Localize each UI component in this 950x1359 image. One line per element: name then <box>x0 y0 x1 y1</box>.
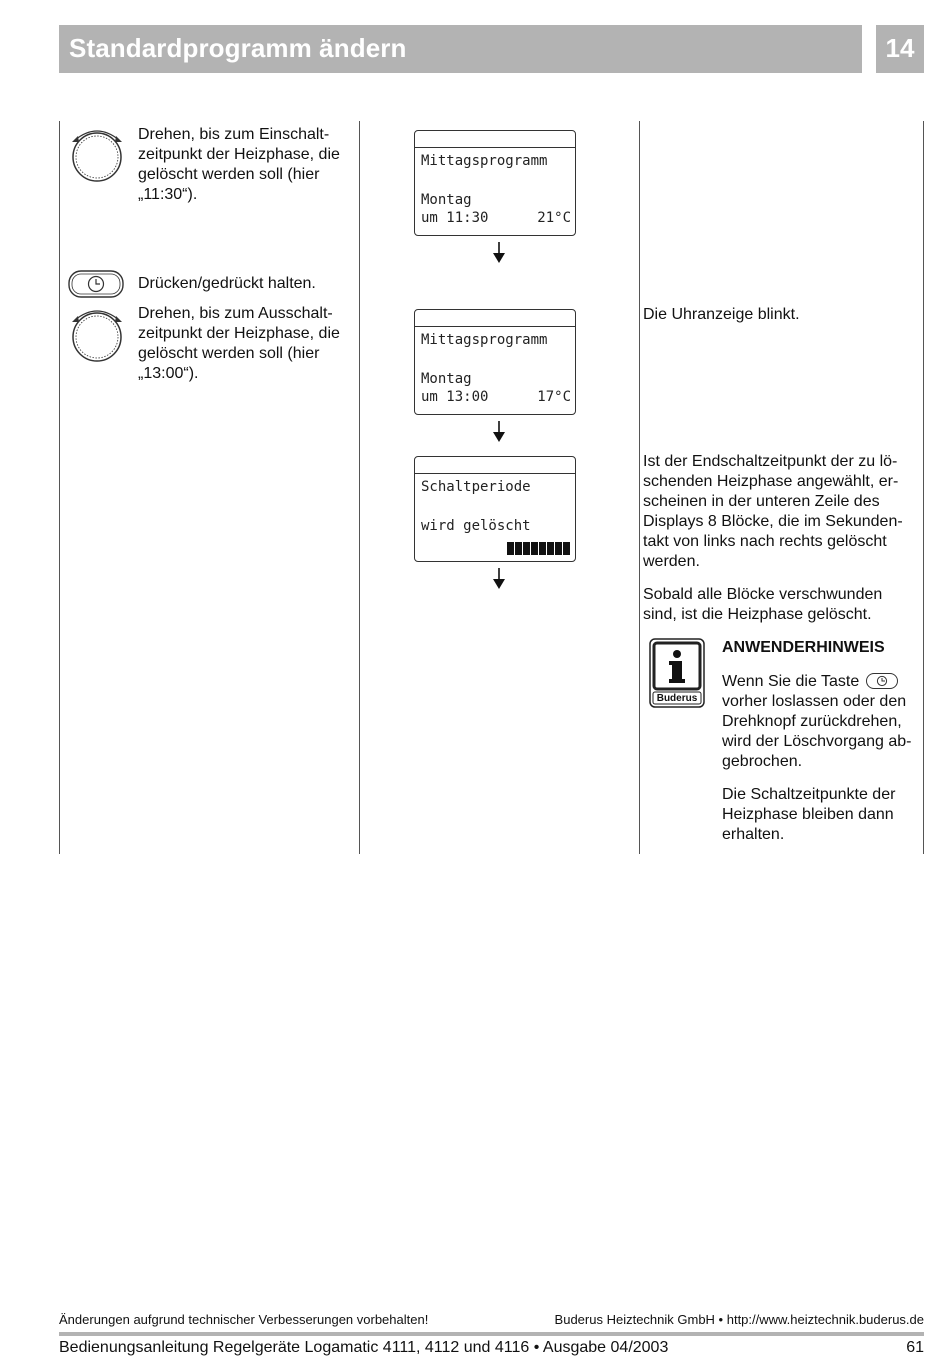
phase-deleted-note: Sobald alle Blöcke verschwunden sind, ist die Heizphase gelöscht. <box>643 586 883 623</box>
step2-instruction: Drücken/gedrückt halten. <box>138 275 316 292</box>
arrow-down-icon <box>492 242 506 264</box>
rotary-knob-icon <box>66 302 128 364</box>
deletion-progress-blocks <box>507 542 570 555</box>
footer-manual-title: Bedienungsanleitung Regelgeräte Logamatic 4111, 4112 und 4116 • Ausgabe 04/2003 <box>59 1339 669 1356</box>
progress-block <box>547 542 554 555</box>
rotary-knob-icon <box>66 122 128 184</box>
lcd-display-3: Schaltperiode wird gelöscht <box>414 456 576 562</box>
progress-block <box>563 542 570 555</box>
arrow-down-icon <box>492 421 506 443</box>
column-divider-2 <box>639 121 640 854</box>
clock-button-icon <box>68 270 124 298</box>
step1-instruction: Drehen, bis zum Einschalt- zeitpunkt der Heizphase, die gelöscht werden soll (hier „11:30“). <box>138 126 340 203</box>
clock-button-inline-icon <box>866 673 898 689</box>
column-divider-right <box>923 121 924 854</box>
footer-disclaimer: Änderungen aufgrund technischer Verbesserungen vorbehalten! <box>59 1312 429 1327</box>
footer-divider <box>59 1332 924 1336</box>
title-bar <box>59 25 862 73</box>
clock-blink-note: Die Uhranzeige blinkt. <box>643 306 800 323</box>
footer-company: Buderus Heiztechnik GmbH • http://www.heiztechnik.buderus.de <box>554 1312 924 1327</box>
step3-instruction: Drehen, bis zum Ausschalt- zeitpunkt der Heizphase, die gelöscht werden soll (hier „13:00“). <box>138 305 340 382</box>
chapter-number: 14 <box>885 33 915 63</box>
buderus-logo-text: Buderus <box>656 693 698 704</box>
progress-block <box>507 542 514 555</box>
end-time-explanation: Ist der Endschaltzeitpunkt der zu lö- schenden Heizphase angewählt, er- scheinen in der unteren Zeile des Displays 8 Blöcke, die im Sekunden- takt von links nach rechts gelöscht werden. <box>643 453 903 570</box>
user-hint-text: Wenn Sie die Taste vorher loslassen oder den Drehknopf zurückdrehen, wird der Löschvorgang ab- gebrochen. <box>722 673 912 770</box>
page-number: 61 <box>906 1339 924 1356</box>
arrow-down-icon <box>492 568 506 590</box>
lcd-display-2: Mittagsprogramm Montag um 13:00 17°C <box>414 309 576 415</box>
progress-block <box>531 542 538 555</box>
column-divider-1 <box>359 121 360 854</box>
page-title: Standardprogramm ändern <box>69 33 407 63</box>
chapter-badge <box>876 25 924 73</box>
progress-block <box>539 542 546 555</box>
progress-block <box>523 542 530 555</box>
column-divider-left <box>59 121 60 854</box>
user-hint-title: ANWENDERHINWEIS <box>722 639 885 656</box>
progress-block <box>515 542 522 555</box>
progress-block <box>555 542 562 555</box>
lcd-display-1: Mittagsprogramm Montag um 11:30 21°C <box>414 130 576 236</box>
switching-times-kept-note: Die Schaltzeitpunkte der Heizphase bleiben dann erhalten. <box>722 786 896 843</box>
